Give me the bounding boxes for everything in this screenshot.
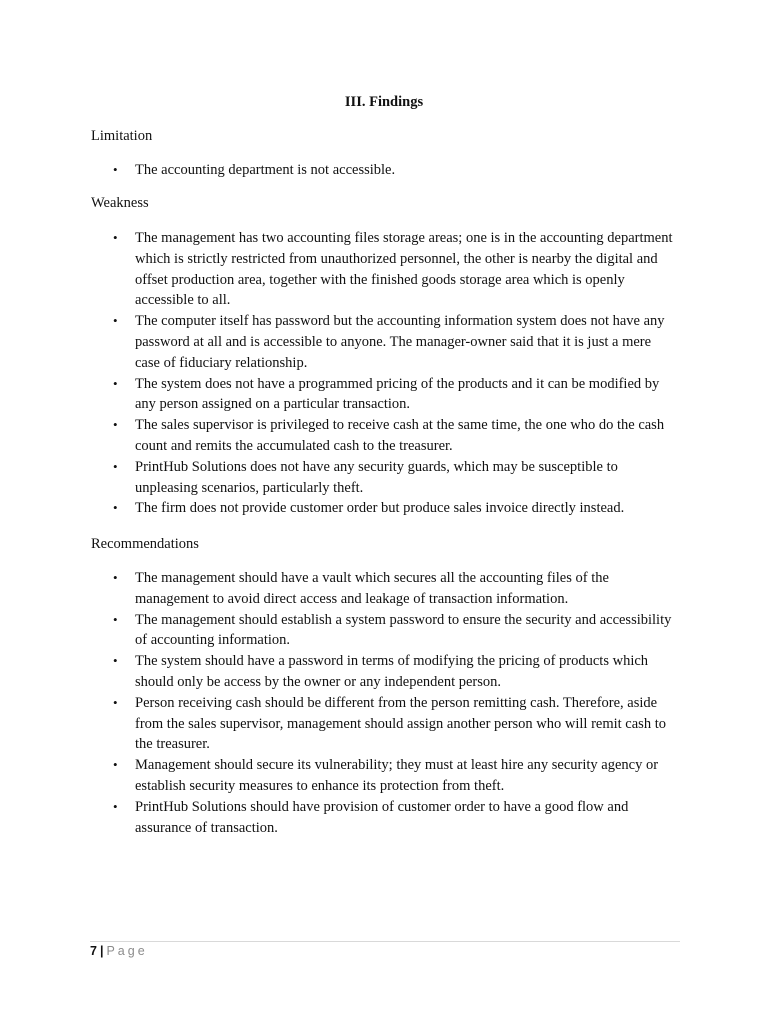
weakness-list [113,228,679,519]
recommendation-item: • PrintHub Solutions should have provision of customer order to have a good flow and assurance of transaction. [113,797,679,839]
page-word: Page [106,944,148,958]
weakness-item: • The computer itself has password but the accounting information system does not have any password at all and is accessible to anyone. The manager-owner said that it is just a mere case of fiduciary relationship. [113,311,679,373]
weakness-item: • The system does not have a programmed pricing of the products and it can be modified by any person assigned on a particular transaction. [113,374,679,416]
recommendation-item: • The management should establish a system password to ensure the security and accessibility of accounting information. [113,610,679,652]
section-heading: III. Findings [344,94,424,110]
recommendations-list [113,568,679,838]
weakness-item: • The firm does not provide customer order but produce sales invoice directly instead. [113,498,679,519]
recommendation-item: • Management should secure its vulnerability; they must at least hire any security agency or establish security measures to enhance its protection from theft. [113,755,679,797]
limitation-item: • The accounting department is not accessible. [113,160,679,181]
weakness-item: • The sales supervisor is privileged to receive cash at the same time, the one who do the cash count and remits the accumulated cash to the treasurer. [113,415,679,457]
footer-divider [90,941,680,942]
page-number: 7 [90,944,97,958]
recommendation-item: • The management should have a vault which secures all the accounting files of the management to avoid direct access and leakage of transaction information. [113,568,679,610]
page-footer [90,942,148,960]
limitation-label: Limitation [91,128,153,144]
weakness-item: • PrintHub Solutions does not have any security guards, which may be susceptible to unpleasing scenarios, particularly theft. [113,457,679,499]
recommendation-item: • Person receiving cash should be different from the person remitting cash. Therefore, aside from the sales supervisor, management should assign another person who will remit cash to the treasurer. [113,693,679,755]
limitation-list [113,160,679,181]
recommendations-label: Recommendations [91,536,199,552]
weakness-item: • The management has two accounting files storage areas; one is in the accounting department which is strictly restricted from unauthorized personnel, the other is nearby the digital and offset production area, together with the finished goods storage area which is openly accessible to all. [113,228,679,311]
footer-separator: | [99,944,104,958]
recommendation-item: • The system should have a password in terms of modifying the pricing of products which should only be access by the owner or any independent person. [113,651,679,693]
weakness-label: Weakness [91,195,149,211]
